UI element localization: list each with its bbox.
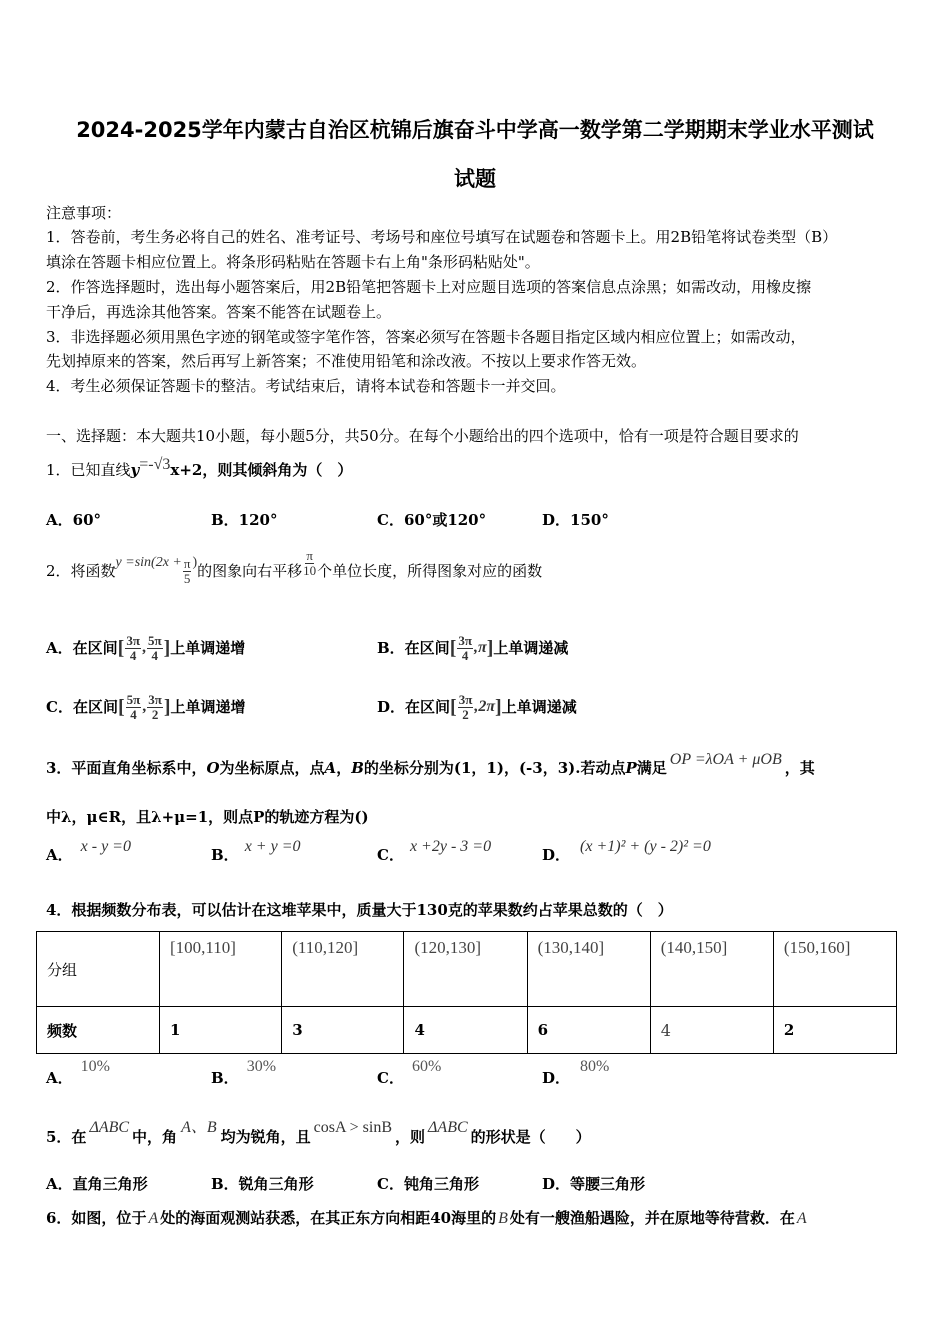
q2-func-close: )	[192, 555, 198, 570]
table-cell: (110,120]	[282, 932, 404, 1007]
bracket-icon: [	[117, 637, 125, 659]
table-cell: 4	[650, 1007, 773, 1054]
q1-prefix: 1．已知直线	[46, 461, 131, 479]
q3-var: A	[324, 759, 337, 777]
option-label: B．	[211, 1069, 239, 1087]
q2-func: y =sin(2x +	[115, 555, 182, 570]
table-cell: 2	[773, 1007, 896, 1054]
interval-end: ,π	[473, 639, 487, 656]
section-heading: 一、选择题：本大题共10小题，每小题5分，共50分。在每个小题给出的四个选项中，恰有一项是符合题目要求的	[46, 427, 799, 445]
option-label: B．在区间	[377, 639, 450, 657]
q5-angles: A、B	[181, 1119, 217, 1136]
notice-line: 先划掉原来的答案，然后再写上新答案；不准使用铅笔和涂改液。不按以上要求作答无效。	[46, 352, 647, 370]
q1-sqrt: √3	[153, 456, 171, 473]
fraction: $\frac{3\pi}{4}$	[126, 632, 140, 663]
frequency-table	[36, 931, 897, 1054]
notice-line: 4．考生必须保证答题卡的整洁。考试结束后，请将本试卷和答题卡一并交回。	[46, 377, 566, 395]
fraction: $\frac{3\pi}{4}$	[458, 632, 472, 663]
option-eq: x - y =0	[80, 838, 131, 855]
q5-triangle: ΔABC	[89, 1119, 130, 1136]
option-value: 60%	[411, 1058, 442, 1075]
fraction: $\frac{3\pi}{2}$	[148, 691, 162, 722]
fraction: $\frac{3\pi}{2}$	[458, 691, 473, 722]
option-b[interactable]	[211, 1058, 277, 1089]
option-d[interactable]: D．150°	[542, 511, 609, 529]
notice-line: 2．作答选择题时，选出每小题答案后，用2B铅笔把答题卡上对应题目选项的答案信息点涂黑；如需改动，用橡皮擦	[46, 278, 812, 296]
option-b[interactable]	[211, 838, 301, 866]
question-4: 4．根据频数分布表，可以估计在这堆苹果中，质量大于130克的苹果数约占苹果总数的（ ）	[46, 901, 673, 919]
q2-shift-frac: $\frac{\pi}{10}$	[303, 547, 317, 578]
bracket-icon: ]	[486, 637, 494, 659]
fraction: $\frac{5\pi}{4}$	[126, 691, 141, 722]
q2-prefix: 2．将函数	[46, 562, 116, 580]
page-title-cont: 试题	[454, 167, 496, 191]
option-tail: 上单调递减	[493, 639, 569, 657]
table-cell: [100,110]	[160, 932, 282, 1007]
page-title: 2024-2025学年内蒙古自治区杭锦后旗奋斗中学高一数学第二学期期末学业水平测试	[76, 118, 874, 142]
option-tail: 上单调递减	[501, 698, 577, 716]
q1-var-y: y	[130, 461, 140, 479]
table-cell: (150,160]	[773, 932, 896, 1007]
option-label: C．	[377, 846, 404, 864]
q5-text: ，则	[395, 1128, 426, 1146]
notice-line: 1．答卷前，考生务必将自己的姓名、准考证号、考场号和座位号填写在试题卷和答题卡上。用2B铅笔将试卷类型（B）	[46, 228, 838, 246]
q2-func-frac: $\frac{\pi}{5}$	[183, 555, 191, 586]
option-label: D．	[542, 846, 571, 864]
table-header-cell: 频数	[37, 1007, 160, 1054]
bracket-icon: [	[117, 696, 125, 718]
question-2	[46, 546, 542, 596]
q5-text: 均为锐角，且	[220, 1128, 311, 1146]
option-value: 10%	[80, 1058, 110, 1075]
option-a[interactable]	[46, 626, 245, 670]
bracket-icon: ]	[495, 696, 502, 718]
notice-line: 填涂在答题卡相应位置上。将条形码粘贴在答题卡右上角"条形码粘贴处"。	[46, 253, 540, 271]
q3-text: 为坐标原点，点	[219, 759, 325, 777]
option-c[interactable]	[377, 838, 492, 866]
notice-line: 干净后，再选涂其他答案。答案不能答在试题卷上。	[46, 303, 392, 321]
option-eq: x +2y - 3 =0	[409, 838, 492, 855]
q3-text: 3．平面直角坐标系中，	[46, 759, 207, 777]
table-cell: 4	[404, 1007, 527, 1054]
q6-var: A	[148, 1210, 159, 1227]
option-label: D．在区间	[377, 698, 451, 716]
q3-var: B	[351, 759, 364, 777]
option-label: A．	[46, 846, 73, 864]
question-1	[46, 456, 353, 481]
interval-end: ,2π	[474, 698, 496, 715]
q1-tail: x+2，则其倾斜角为（ ）	[170, 461, 353, 479]
option-label: C．	[377, 1069, 404, 1087]
bracket-icon: ]	[163, 637, 171, 659]
option-eq: x + y =0	[244, 838, 301, 855]
option-c[interactable]: C．钝角三角形	[377, 1175, 479, 1193]
q5-text: 5．在	[46, 1128, 87, 1146]
question-6	[46, 1208, 809, 1229]
option-c[interactable]: C．60°或120°	[377, 511, 487, 529]
q3-text: 的坐标分别为(1，1)，(-3，3).若动点	[363, 759, 626, 777]
option-label: C．在区间	[46, 698, 118, 716]
comma: ,	[142, 698, 147, 715]
notice-heading: 注意事项：	[46, 204, 122, 222]
fraction: $\frac{5\pi}{4}$	[147, 632, 162, 663]
q5-triangle: ΔABC	[428, 1119, 468, 1136]
option-d[interactable]	[542, 1058, 610, 1089]
option-label: B．	[211, 846, 239, 864]
table-cell: (140,150]	[650, 932, 773, 1007]
option-tail: 上单调递增	[170, 698, 246, 716]
option-a[interactable]	[46, 1058, 110, 1089]
notice-line: 3．非选择题必须用黑色字迹的钢笔或签字笔作答，答案必须写在答题卡各题目指定区域内相应位置上；如需改动，	[46, 328, 806, 346]
bracket-icon: [	[449, 637, 457, 659]
option-b[interactable]: B．锐角三角形	[211, 1175, 314, 1193]
option-a[interactable]	[46, 838, 131, 866]
option-value: 30%	[246, 1058, 277, 1075]
option-b[interactable]	[377, 626, 568, 670]
option-tail: 上单调递增	[170, 639, 246, 657]
option-d[interactable]: D．等腰三角形	[542, 1175, 646, 1193]
option-label: A．在区间	[46, 639, 118, 657]
q6-text: 处有一艘渔船遇险，并在原地等待营救．在	[509, 1209, 795, 1227]
table-cell: (130,140]	[527, 932, 650, 1007]
option-d[interactable]	[542, 838, 711, 866]
table-cell: 1	[160, 1007, 282, 1054]
option-a[interactable]: A．60°	[46, 511, 102, 529]
table-row	[37, 932, 897, 1007]
q6-var: B	[498, 1210, 508, 1227]
table-header-cell: 分组	[37, 932, 160, 1007]
option-label: D．	[542, 1069, 571, 1087]
option-value: 80%	[580, 1058, 610, 1075]
table-row	[37, 1007, 897, 1054]
question-5	[46, 1119, 591, 1148]
q3-text: 满足	[636, 759, 667, 777]
q3-var: P	[625, 759, 637, 777]
q6-text: 处的海面观测站获悉，在其正东方向相距40海里的	[160, 1209, 497, 1227]
q1-eq-mid: =-	[139, 456, 154, 473]
option-c[interactable]	[46, 685, 246, 729]
option-c[interactable]	[377, 1058, 442, 1089]
q3-text: ，其	[784, 759, 815, 777]
bracket-icon: ]	[163, 696, 171, 718]
option-eq: (x +1)² + (y - 2)² =0	[580, 838, 711, 855]
q6-text: 6．如图，位于	[46, 1209, 147, 1227]
bracket-icon: [	[450, 696, 457, 718]
option-b[interactable]: B．120°	[211, 511, 278, 529]
q3-vector-eq: OP =λOA + μOB	[669, 751, 782, 768]
q2-mid: 的图象向右平移	[197, 562, 303, 580]
table-cell: 3	[282, 1007, 404, 1054]
question-3	[46, 751, 815, 779]
q2-tail: 个单位长度，所得图象对应的函数	[317, 562, 543, 580]
option-a[interactable]: A．直角三角形	[46, 1175, 148, 1193]
q5-text: 的形状是（ ）	[470, 1128, 591, 1146]
table-cell: 6	[527, 1007, 650, 1054]
q3-var: O	[206, 759, 220, 777]
option-d[interactable]	[377, 685, 577, 729]
q5-inequality: cosA > sinB	[313, 1119, 393, 1136]
question-3-cont: 中λ，μ∈R，且λ+μ=1，则点P的轨迹方程为()	[46, 808, 369, 826]
comma: ,	[141, 639, 146, 656]
table-cell: (120,130]	[404, 932, 527, 1007]
q5-text: 中，角	[132, 1128, 178, 1146]
q3-text: ，	[336, 759, 352, 777]
option-label: A．	[46, 1069, 73, 1087]
q6-var: A	[796, 1210, 807, 1227]
